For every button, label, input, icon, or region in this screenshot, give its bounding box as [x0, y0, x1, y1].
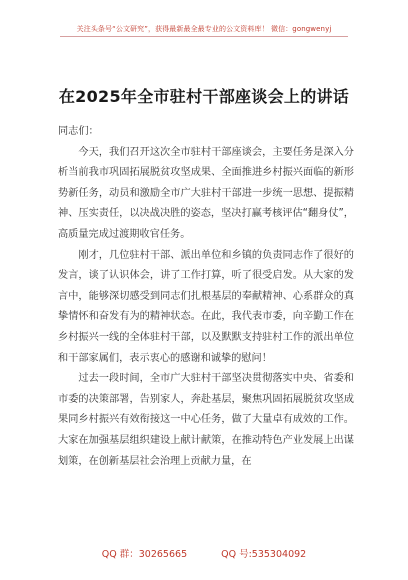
body-paragraph: 刚才，几位驻村干部、派出单位和乡镇的负责同志作了很好的发言，谈了认识体会，讲了工作打算，听了很受启发。从大家的发言中，能够深切感受到同志们扎根基层的奉献精神、心系群众的真挚情怀和奋发有为的精神状态。在此，我代表市委，向辛勤工作在乡村振兴一线的全体驻村干部，以及默默支持驻村工作的派出单位和干部家属们，表示衷心的感谢和诚挚的慰问！ — [58, 249, 354, 364]
header-divider — [60, 36, 348, 37]
footer-contact — [0, 546, 408, 560]
footer-qq-number: QQ 号:535304092 — [221, 549, 307, 560]
header-banner: 关注头条号“公文研究”，获得最新最全最专业的公文资料库！ 微信：gongwenyj — [76, 25, 332, 33]
page-title: 在2025年全市驻村干部座谈会上的讲话 — [58, 87, 350, 106]
document-body — [58, 122, 354, 472]
body-paragraph: 过去一段时间，全市广大驻村干部坚决贯彻落实中央、省委和市委的决策部署，告别家人，奔赴基层，聚焦巩固拓展脱贫攻坚成果同乡村振兴有效衔接这一中心任务，做了大量卓有成效的工作。大家在加强基层组织建设上献计献策，在推动特色产业发展上出谋划策，在创新基层社会治理上贡献力量，在 — [58, 373, 354, 467]
footer-qq-group: QQ 群：30265665 — [101, 549, 188, 560]
salutation: 同志们： — [58, 126, 99, 137]
body-paragraph: 今天，我们召开这次全市驻村干部座谈会，主要任务是深入分析当前我市巩固拓展脱贫攻坚成果、全面推进乡村振兴面临的新形势新任务，动员和激励全市广大驻村干部进一步统一思想、提振精神、压实责任，以决战决胜的姿态，坚决打赢考核评估“翻身仗”，高质量完成过渡期收官任务。 — [58, 146, 354, 240]
